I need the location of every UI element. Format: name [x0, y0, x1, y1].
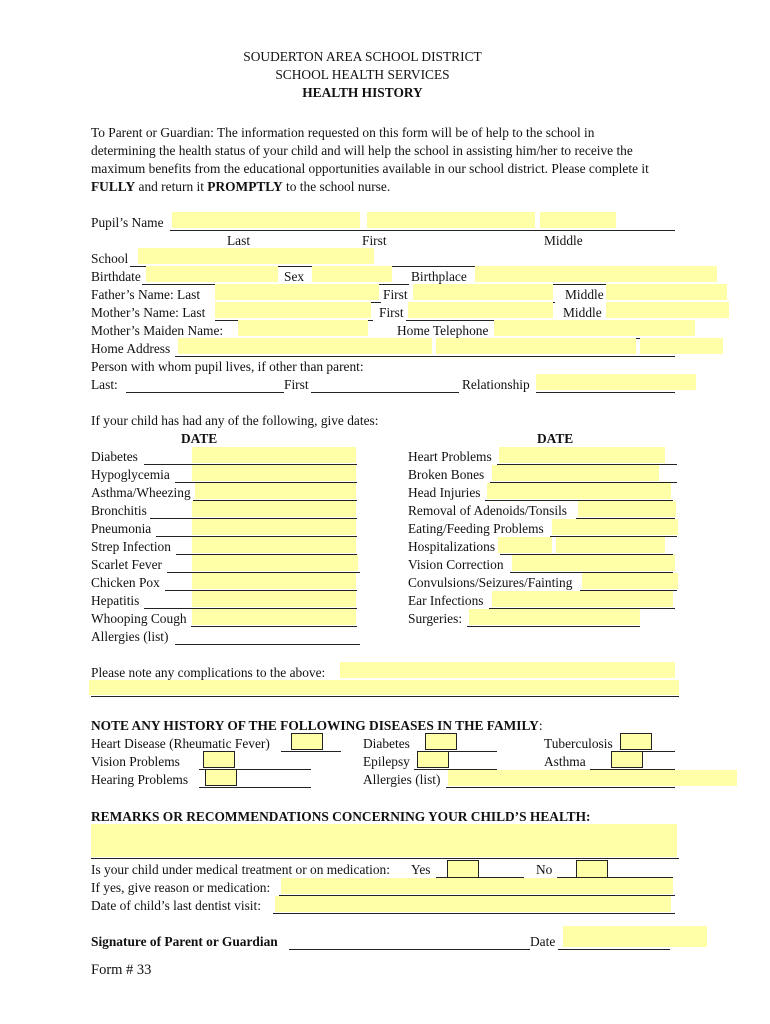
birthdate-label: Birthdate — [91, 269, 141, 284]
signature-line[interactable] — [289, 949, 530, 950]
illness-date-field-strep-infection[interactable] — [192, 537, 356, 553]
remarks-line — [91, 858, 679, 859]
illness-line-surgeries — [467, 626, 640, 627]
form-title: HEALTH HISTORY — [302, 85, 423, 100]
birthplace-label: Birthplace — [411, 269, 467, 284]
other-first-line — [311, 392, 459, 393]
family-asthma-checkbox[interactable] — [611, 751, 643, 768]
complications-field-2[interactable] — [89, 680, 679, 695]
illness-date-field-surgeries[interactable] — [469, 609, 640, 625]
complications-label: Please note any complications to the above: — [91, 665, 326, 680]
father-label: Father’s Name: Last — [91, 287, 201, 302]
illness-label-eating-feeding-problems: Eating/Feeding Problems — [408, 521, 544, 536]
intro-to-nurse: to the school nurse. — [282, 179, 391, 194]
father-middle-label: Middle — [565, 287, 604, 302]
signature-date-field[interactable] — [563, 926, 707, 947]
illness-label-whooping-cough: Whooping Cough — [91, 611, 187, 626]
mother-last-field[interactable] — [215, 302, 371, 318]
family-hearing-label: Hearing Problems — [91, 772, 189, 787]
school-label: School — [91, 251, 129, 266]
sex-label: Sex — [284, 269, 305, 284]
illness-date-field-hospitalizations-2[interactable] — [556, 537, 665, 553]
family-tb-checkbox[interactable] — [620, 733, 652, 750]
home-telephone-field[interactable] — [494, 320, 695, 336]
family-history-colon: : — [538, 718, 543, 733]
intro-fully: FULLY — [91, 179, 136, 194]
remarks-field[interactable] — [91, 824, 677, 857]
father-first-field[interactable] — [413, 284, 553, 300]
pupil-last-field[interactable] — [172, 212, 360, 228]
family-hearing-line — [199, 787, 311, 788]
signature-date-label: Date — [530, 934, 556, 949]
illness-date-field-chicken-pox[interactable] — [192, 573, 356, 589]
family-heart-label: Heart Disease (Rheumatic Fever) — [91, 736, 270, 751]
family-allergies-field[interactable] — [448, 770, 737, 786]
family-epilepsy-label: Epilepsy — [363, 754, 410, 769]
birthplace-field[interactable] — [475, 266, 717, 282]
signature-date-line — [558, 949, 670, 950]
family-hearing-checkbox[interactable] — [205, 769, 237, 786]
illness-label-diabetes: Diabetes — [91, 449, 138, 464]
home-telephone-label: Home Telephone — [397, 323, 489, 338]
intro-line-1: To Parent or Guardian: The information requested on this form will be of help to the school in — [91, 125, 595, 140]
pupil-first-caption: First — [362, 233, 387, 248]
illness-label-convulsions-seizures-fainting: Convulsions/Seizures/Fainting — [408, 575, 573, 590]
illness-label-ear-infections: Ear Infections — [408, 593, 484, 608]
illness-label-strep-infection: Strep Infection — [91, 539, 171, 554]
mother-label: Mother’s Name: Last — [91, 305, 206, 320]
pupil-middle-caption: Middle — [544, 233, 583, 248]
dentist-visit-line — [273, 913, 675, 914]
illness-date-field-ear-infections[interactable] — [492, 591, 673, 607]
birthdate-field[interactable] — [146, 266, 278, 282]
home-address-line — [175, 356, 675, 357]
intro-line-3: maximum benefits from the educational opportunities available in our school district. Please complete it — [91, 161, 649, 176]
family-allergies-label: Allergies (list) — [363, 772, 441, 787]
treatment-question: Is your child under medical treatment or on medication: — [91, 862, 390, 877]
treatment-yes-label: Yes — [411, 862, 431, 877]
illness-label-bronchitis: Bronchitis — [91, 503, 147, 518]
illness-line-whooping-cough — [191, 626, 357, 627]
intro-and-return: and return it — [135, 179, 208, 194]
dentist-visit-label: Date of child’s last dentist visit: — [91, 898, 261, 913]
illness-date-field-hospitalizations[interactable] — [498, 537, 552, 553]
illness-label-head-injuries: Head Injuries — [408, 485, 481, 500]
treatment-reason-label: If yes, give reason or medication: — [91, 880, 271, 895]
relationship-line — [536, 392, 675, 393]
relationship-field[interactable] — [536, 374, 696, 390]
illness-label-hypoglycemia: Hypoglycemia — [91, 467, 170, 482]
pupil-name-line — [170, 230, 675, 231]
family-vision-checkbox[interactable] — [203, 751, 235, 768]
illness-date-field-hypoglycemia[interactable] — [192, 465, 356, 481]
mother-first-label: First — [379, 305, 404, 320]
school-field[interactable] — [138, 248, 374, 264]
treatment-reason-field[interactable] — [281, 878, 673, 894]
family-diabetes-checkbox[interactable] — [425, 733, 457, 750]
father-last-field[interactable] — [215, 284, 379, 300]
district-title: SOUDERTON AREA SCHOOL DISTRICT — [243, 49, 482, 64]
intro-promptly: PROMPTLY — [207, 179, 283, 194]
illness-date-field-broken-bones[interactable] — [492, 465, 659, 481]
pupil-name-label: Pupil’s Name — [91, 215, 164, 230]
form-number: Form # 33 — [91, 962, 152, 978]
family-history-heading — [91, 718, 543, 734]
illness-date-field-asthma-wheezing[interactable] — [195, 483, 356, 499]
mother-middle-field[interactable] — [606, 302, 729, 318]
illness-label-allergies-list: Allergies (list) — [91, 629, 169, 644]
illness-label-pneumonia: Pneumonia — [91, 521, 152, 536]
illness-label-removal-of-adenoids-tonsils: Removal of Adenoids/Tonsils — [408, 503, 567, 518]
illness-date-field-vision-correction[interactable] — [512, 555, 675, 571]
date-header-left: DATE — [181, 431, 218, 446]
family-epilepsy-checkbox[interactable] — [417, 751, 449, 768]
home-address-label: Home Address — [91, 341, 171, 356]
complications-field-1[interactable] — [340, 662, 675, 678]
illness-date-field-convulsions-seizures-fainting[interactable] — [582, 573, 678, 589]
illness-date-field-whooping-cough[interactable] — [192, 609, 356, 625]
treatment-yes-checkbox[interactable] — [447, 860, 479, 878]
treatment-no-label: No — [536, 862, 553, 877]
mother-first-field[interactable] — [408, 302, 553, 318]
remarks-heading: REMARKS OR RECOMMENDATIONS CONCERNING YOUR CHILD’S HEALTH: — [91, 809, 591, 824]
address-city-field[interactable] — [436, 338, 636, 354]
family-allergies-line — [446, 787, 675, 788]
illness-label-chicken-pox: Chicken Pox — [91, 575, 160, 590]
other-first-label: First — [284, 377, 309, 392]
illness-date-field-scarlet-fever[interactable] — [192, 555, 358, 571]
dentist-visit-field[interactable] — [275, 896, 671, 912]
family-diabetes-label: Diabetes — [363, 736, 410, 751]
illness-date-field-diabetes[interactable] — [192, 447, 356, 463]
father-middle-field[interactable] — [606, 284, 727, 300]
relationship-label: Relationship — [462, 377, 530, 392]
maiden-name-field[interactable] — [238, 320, 368, 336]
treatment-no-checkbox[interactable] — [576, 860, 608, 878]
illness-label-asthma-wheezing: Asthma/Wheezing — [91, 485, 191, 500]
family-vision-label: Vision Problems — [91, 754, 180, 769]
address-street-field[interactable] — [178, 338, 432, 354]
family-heart-line — [281, 751, 341, 752]
complications-line-2 — [91, 696, 679, 697]
other-last-label: Last: — [91, 377, 118, 392]
other-person-label: Person with whom pupil lives, if other than parent: — [91, 359, 364, 374]
illness-label-heart-problems: Heart Problems — [408, 449, 492, 464]
family-history-heading-text: NOTE ANY HISTORY OF THE FOLLOWING DISEASES IN THE FAMILY — [91, 718, 539, 733]
family-asthma-label: Asthma — [544, 754, 586, 769]
services-title: SCHOOL HEALTH SERVICES — [275, 67, 450, 82]
illness-date-field-pneumonia[interactable] — [192, 519, 356, 535]
sex-field[interactable] — [312, 266, 392, 282]
illness-date-field-bronchitis[interactable] — [192, 501, 356, 517]
father-first-label: First — [383, 287, 408, 302]
illness-date-field-heart-problems[interactable] — [499, 447, 665, 463]
illness-line-allergies-list — [175, 644, 360, 645]
illness-date-field-removal-of-adenoids-tonsils[interactable] — [578, 501, 676, 517]
other-last-line — [126, 392, 284, 393]
illness-date-field-head-injuries[interactable] — [487, 483, 671, 499]
illness-label-surgeries: Surgeries: — [408, 611, 463, 626]
maiden-name-label: Mother’s Maiden Name: — [91, 323, 224, 338]
history-intro: If your child has had any of the following, give dates: — [91, 413, 379, 428]
address-zip-field[interactable] — [640, 338, 723, 354]
family-heart-checkbox[interactable] — [291, 733, 323, 750]
pupil-first-field[interactable] — [367, 212, 535, 228]
illness-label-vision-correction: Vision Correction — [408, 557, 504, 572]
date-header-right: DATE — [537, 431, 574, 446]
intro-line-2: determining the health status of your child and will help the school in assisting him/her to receive the — [91, 143, 633, 158]
mother-middle-label: Middle — [563, 305, 602, 320]
pupil-last-caption: Last — [227, 233, 251, 248]
family-tb-label: Tuberculosis — [544, 736, 613, 751]
illness-date-field-eating-feeding-problems[interactable] — [552, 519, 678, 535]
illness-label-scarlet-fever: Scarlet Fever — [91, 557, 163, 572]
illness-label-broken-bones: Broken Bones — [408, 467, 485, 482]
illness-label-hospitalizations: Hospitalizations — [408, 539, 496, 554]
signature-label: Signature of Parent or Guardian — [91, 934, 278, 949]
intro-paragraph — [91, 124, 691, 196]
illness-label-hepatitis: Hepatitis — [91, 593, 140, 608]
pupil-middle-field[interactable] — [540, 212, 616, 228]
illness-date-field-hepatitis[interactable] — [192, 591, 356, 607]
